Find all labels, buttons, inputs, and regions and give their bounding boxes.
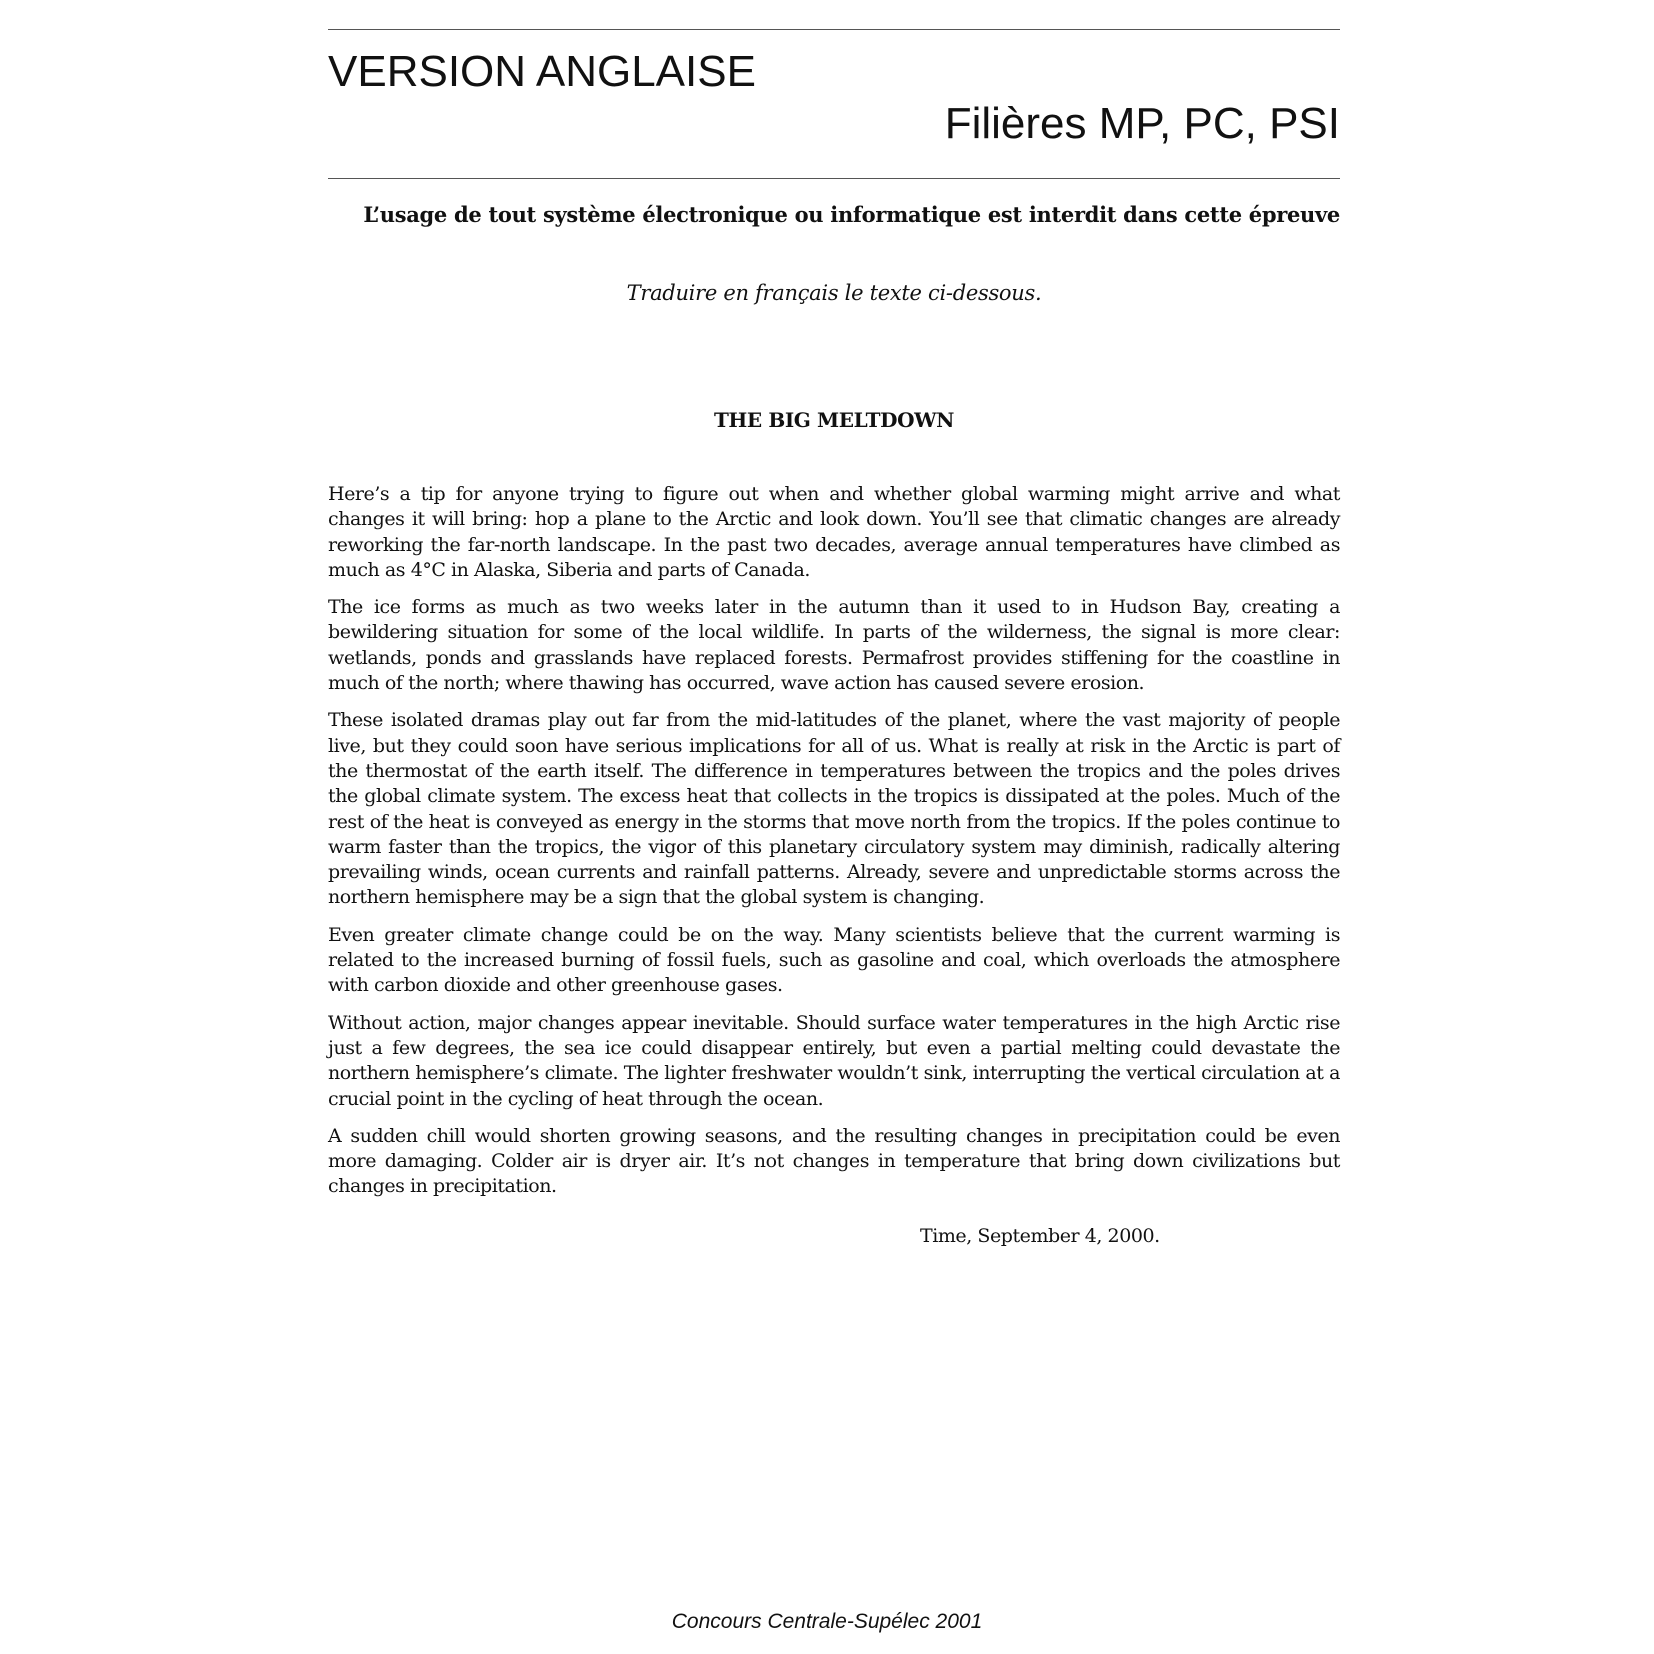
article-title: THE BIG MELTDOWN <box>713 408 955 432</box>
article-paragraph-1: Here’s a tip for anyone trying to figure out when and whether global warming might arrive and what changes it will bring: hop a plane to the Arctic and look down. You’ll see that climatic changes are already reworking the far-north landscape. In the past two decades, average annual temperatures have climbed as much as 4°C in Alaska, Siberia and parts of Canada. <box>328 483 1340 581</box>
article-paragraph-4: Even greater climate change could be on the way. Many scientists believe that the current warming is related to the increased burning of fossil fuels, such as gasoline and coal, which overloads the atmosphere with carbon dioxide and other greenhouse gases. <box>328 923 1340 997</box>
exam-streams: Filières MP, PC, PSI <box>944 99 1340 148</box>
exam-title: VERSION ANGLAISE <box>328 47 756 96</box>
electronics-notice: L’usage de tout système électronique ou informatique est interdit dans cette épreuve <box>363 202 1340 227</box>
article-paragraph-2: The ice forms as much as two weeks later in the autumn than it used to in Hudson Bay, creating a bewildering situation for some of the local wildlife. In parts of the wilderness, the signal is more clear: wetlands, ponds and grasslands have replaced forests. Permafrost provides stiffening for the coastline in much of the north; where thawing has occurred, wave action has caused severe erosion. <box>328 596 1340 695</box>
translation-instruction: Traduire en français le texte ci-dessous. <box>626 281 1042 305</box>
header-top-rule <box>328 29 1340 30</box>
article-paragraph-6: A sudden chill would shorten growing seasons, and the resulting changes in precipitation could be even more damaging. Colder air is dryer air. It’s not changes in temperature that bring down civilizations but changes in precipitation. <box>328 1124 1340 1198</box>
header-bottom-rule <box>328 178 1340 179</box>
article-paragraph-5: Without action, major changes appear inevitable. Should surface water temperatures in the high Arctic rise just a few degrees, the sea ice could disappear entirely, but even a partial melting could devastate the northern hemisphere’s climate. The lighter freshwater wouldn’t sink, interrupting the vertical circulation at a crucial point in the cycling of heat through the ocean. <box>328 1011 1340 1110</box>
page-footer: Concours Centrale-Supélec 2001 <box>671 1610 983 1633</box>
article-paragraph-3: These isolated dramas play out far from the mid-latitudes of the planet, where the vast majority of people live, but they could soon have serious implications for all of us. What is really at risk in the Arctic is part of the thermostat of the earth itself. The difference in temperatures between the tropics and the poles drives the global climate system. The excess heat that collects in the tropics is dissipated at the poles. Much of the rest of the heat is conveyed as energy in the storms that move north from the tropics. If the poles continue to warm faster than the tropics, the vigor of this planetary circulatory system may diminish, radically altering prevailing winds, ocean currents and rainfall patterns. Already, severe and unpredictable storms across the northern hemisphere may be a sign that the global system is changing. <box>328 709 1340 909</box>
article-source: Time, September 4, 2000. <box>920 1225 1160 1247</box>
article-body <box>328 482 1340 1212</box>
